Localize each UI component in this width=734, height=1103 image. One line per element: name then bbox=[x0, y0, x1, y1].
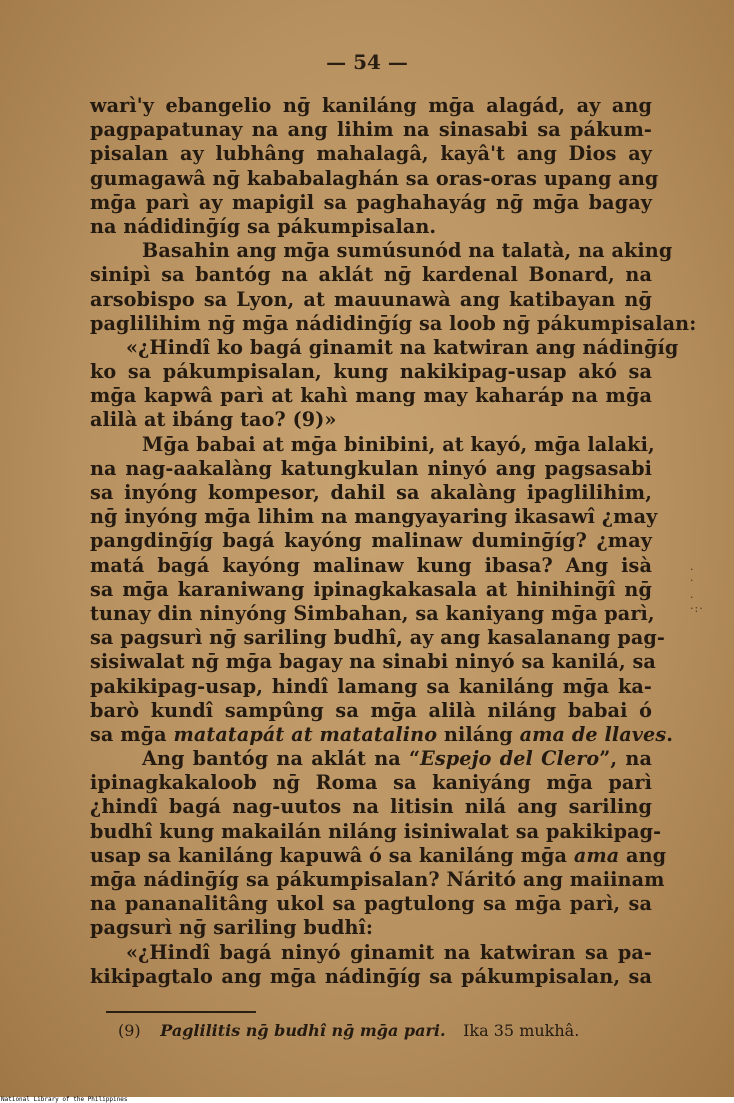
text-run: Ang bantóg na aklát na “ bbox=[142, 747, 421, 771]
footnote-ref: (9) bbox=[118, 1021, 141, 1040]
text-run: . bbox=[666, 722, 674, 746]
text-line: mḡa parì ay mapigil sa paghahayág nḡ mḡa bagay bbox=[90, 190, 652, 214]
text-line: paglilihim nḡ mḡa nádidinḡíg sa loob nḡ pákumpisalan: bbox=[90, 311, 697, 335]
footnote-title: Paglilitis nḡ budhî nḡ mḡa pari. bbox=[160, 1021, 446, 1040]
text-run: usap sa kaniláng kapuwâ ó sa kaniláng mḡa bbox=[90, 843, 574, 867]
text-line: Basahin ang mḡa sumúsunód na talatà, na aking bbox=[142, 239, 673, 263]
text-run: ang bbox=[619, 843, 667, 867]
text-line: sisiwalat nḡ mḡa bagay na sinabi ninyó sa kanilá, sa bbox=[90, 650, 656, 674]
margin-smudge: . · . ·:· bbox=[690, 560, 704, 615]
text-line: matá bagá kayóng malinaw kung ibasa? Ang isà bbox=[90, 553, 652, 577]
text-line: alilà at ibáng tao? (9)» bbox=[90, 408, 337, 432]
text-line: kikipagtalo ang mḡa nádinḡíg sa pákumpisalan, sa bbox=[90, 964, 652, 988]
text-line: «¿Hindî ko bagá ginamit na katwiran ang nádinḡíg bbox=[126, 335, 679, 359]
text-line: barò kundî sampûng sa mḡa alilà niláng babai ó bbox=[90, 698, 652, 722]
text-line: tunay din ninyóng Simbahan, sa kaniyang mḡa parì, bbox=[90, 601, 655, 625]
text-line: mḡa kapwâ parì at kahì mang may kaharáp na mḡa bbox=[90, 384, 652, 408]
text-line: Mḡa babai at mḡa binibini, at kayó, mḡa lalaki, bbox=[142, 432, 655, 456]
italic-text: Espejo del Clero bbox=[420, 747, 600, 771]
body-text bbox=[90, 94, 697, 989]
text-line: na nag-aakalàng katungkulan ninyó ang pagsasabi bbox=[90, 456, 652, 480]
italic-text: ama de llaves bbox=[519, 722, 667, 746]
library-credit: National Library of the Philippines bbox=[1, 1096, 128, 1103]
text-line: sa pagsurì nḡ sariling budhî, ay ang kasalanang pag- bbox=[90, 626, 665, 650]
italic-text: ama bbox=[573, 843, 620, 867]
text-line bbox=[90, 747, 652, 771]
text-line: budhî kung makailán niláng isiniwalat sa pakikipag- bbox=[90, 819, 662, 843]
text-run: niláng bbox=[437, 722, 520, 746]
text-line: pakikipag-usap, hindî lamang sa kaniláng mḡa ka- bbox=[90, 674, 652, 698]
text-line: ipinagkakaloob nḡ Roma sa kaniyáng mḡa parì bbox=[90, 771, 652, 795]
text-line bbox=[90, 722, 674, 747]
text-line: ¿hindî bagá nag-uutos na litisin nilá ang sariling bbox=[90, 795, 652, 819]
footnote-rule bbox=[106, 1011, 256, 1013]
text-line: sa inyóng kompesor, dahil sa akalàng ipaglilihim, bbox=[90, 481, 652, 504]
text-line: gumagawâ nḡ kababalaghán sa oras-oras upang ang bbox=[90, 166, 659, 190]
page-number: — 54 — bbox=[326, 50, 408, 74]
text-line: pagsurì nḡ sariling budhî: bbox=[90, 916, 374, 940]
text-line: pangdinḡíg bagá kayóng malinaw duminḡíg? ¿may bbox=[90, 529, 652, 553]
text-line: na pananalitâng ukol sa pagtulong sa mḡa parì, sa bbox=[90, 892, 652, 916]
footnote-source: Ika 35 mukhâ. bbox=[463, 1021, 580, 1040]
text-line: sinipì sa bantóg na aklát nḡ kardenal Bonard, na bbox=[90, 263, 652, 287]
italic-text: matatapát at matatalino bbox=[173, 722, 438, 746]
text-line: nḡ inyóng mḡa lihim na mangyayaring ikasawî ¿may bbox=[90, 505, 658, 529]
text-line: na nádidinḡíg sa pákumpisalan. bbox=[90, 214, 437, 238]
text-run: sa mḡa bbox=[90, 722, 174, 746]
text-line: mḡa nádinḡíg sa pákumpisalan? Náritó ang maiinam bbox=[90, 868, 665, 891]
text-line bbox=[90, 843, 667, 868]
text-run: ”, na bbox=[599, 747, 652, 771]
text-line: warì'y ebangelio nḡ kaniláng mḡa alagád, ay ang bbox=[90, 94, 652, 117]
text-line: pisalan ay lubhâng mahalagâ, kayâ't ang Dios ay bbox=[90, 142, 652, 166]
footnote bbox=[118, 1021, 648, 1040]
text-line: sa mḡa karaniwang ipinagkakasala at hinihinḡî nḡ bbox=[90, 577, 652, 601]
text-line: pagpapatunay na ang lihim na sinasabi sa pákum- bbox=[90, 118, 652, 142]
text-line: «¿Hindî bagá ninyó ginamit na katwiran sa pa- bbox=[126, 940, 652, 964]
text-line: arsobispo sa Lyon, at mauunawà ang katibayan nḡ bbox=[90, 287, 652, 311]
text-line: ko sa pákumpisalan, kung nakikipag-usap akó sa bbox=[90, 360, 652, 384]
